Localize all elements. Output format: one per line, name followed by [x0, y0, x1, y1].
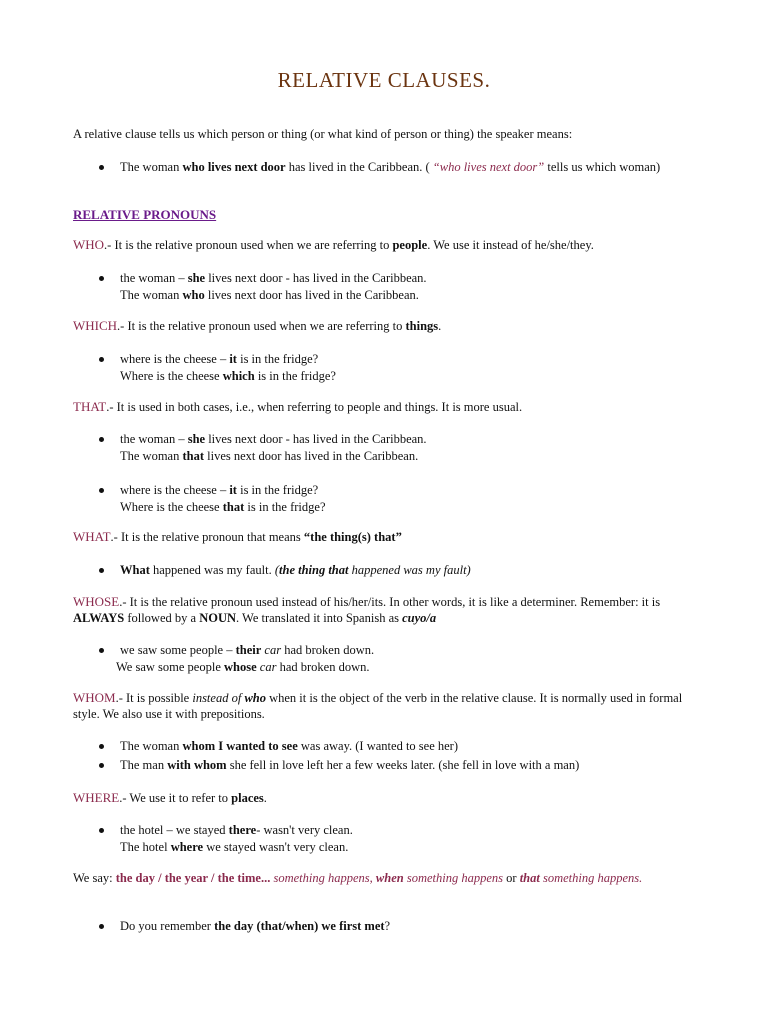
whose-definition: WHOSE.- It is the relative pronoun used instead of his/her/its. In other words, it is like a determiner. Remember: it is ALWAYS followed by a NOUN. We translated it into Spanish as cuyo/a: [73, 594, 661, 625]
whom-label: WHOM: [73, 690, 116, 705]
we-say-example: Do you remember the day (that/when) we first met?: [120, 918, 700, 935]
that-label: THAT: [73, 399, 107, 414]
who-label: WHO: [73, 237, 105, 252]
who-example: the woman – she lives next door - has lived in the Caribbean. The woman who lives next door has lived in the Caribbean.: [120, 270, 700, 303]
what-definition: WHAT.- It is the relative pronoun that means “the thing(s) that”: [73, 529, 402, 544]
which-definition: WHICH.- It is the relative pronoun used when we are referring to things.: [73, 318, 442, 333]
that-example-1: the woman – she lives next door - has lived in the Caribbean. The woman that lives next door has lived in the Caribbean.: [120, 431, 700, 464]
that-example-2: where is the cheese – it is in the fridge? Where is the cheese that is in the fridge?: [120, 482, 700, 515]
intro-paragraph: A relative clause tells us which person or thing (or what kind of person or thing) the speaker means:: [73, 127, 573, 141]
page-title: RELATIVE CLAUSES.: [277, 68, 491, 92]
what-example: What happened was my fault. (the thing that happened was my fault): [120, 562, 700, 579]
whose-example: we saw some people – their car had broken down. We saw some people whose car had broken down.: [120, 642, 700, 675]
what-label: WHAT: [73, 529, 111, 544]
whom-definition: WHOM.- It is possible instead of who when it is the object of the verb in the relative clause. It is normally used in formal style. We also use it with prepositions.: [73, 690, 683, 721]
who-definition: WHO.- It is the relative pronoun used when we are referring to people. We use it instead of he/she/they.: [73, 237, 594, 252]
which-example: where is the cheese – it is in the fridge? Where is the cheese which is in the fridge?: [120, 351, 700, 384]
whose-label: WHOSE: [73, 594, 120, 609]
we-say-paragraph: We say: the day / the year / the time... something happens, when something happens or that something happens.: [73, 871, 643, 885]
where-example: the hotel – we stayed there- wasn't very clean. The hotel where we stayed wasn't very clean.: [120, 822, 700, 855]
intro-example: The woman who lives next door has lived in the Caribbean. ( “who lives next door” tells us which woman): [120, 159, 700, 176]
section-heading: RELATIVE PRONOUNS: [73, 207, 217, 222]
that-definition: THAT.- It is used in both cases, i.e., when referring to people and things. It is more usual.: [73, 399, 523, 414]
where-label: WHERE: [73, 790, 120, 805]
whom-example-1: The woman whom I wanted to see was away. (I wanted to see her): [120, 738, 700, 755]
whom-example-2: The man with whom she fell in love left her a few weeks later. (she fell in love with a man): [120, 757, 700, 774]
which-label: WHICH: [73, 318, 118, 333]
where-definition: WHERE.- We use it to refer to places.: [73, 790, 267, 805]
